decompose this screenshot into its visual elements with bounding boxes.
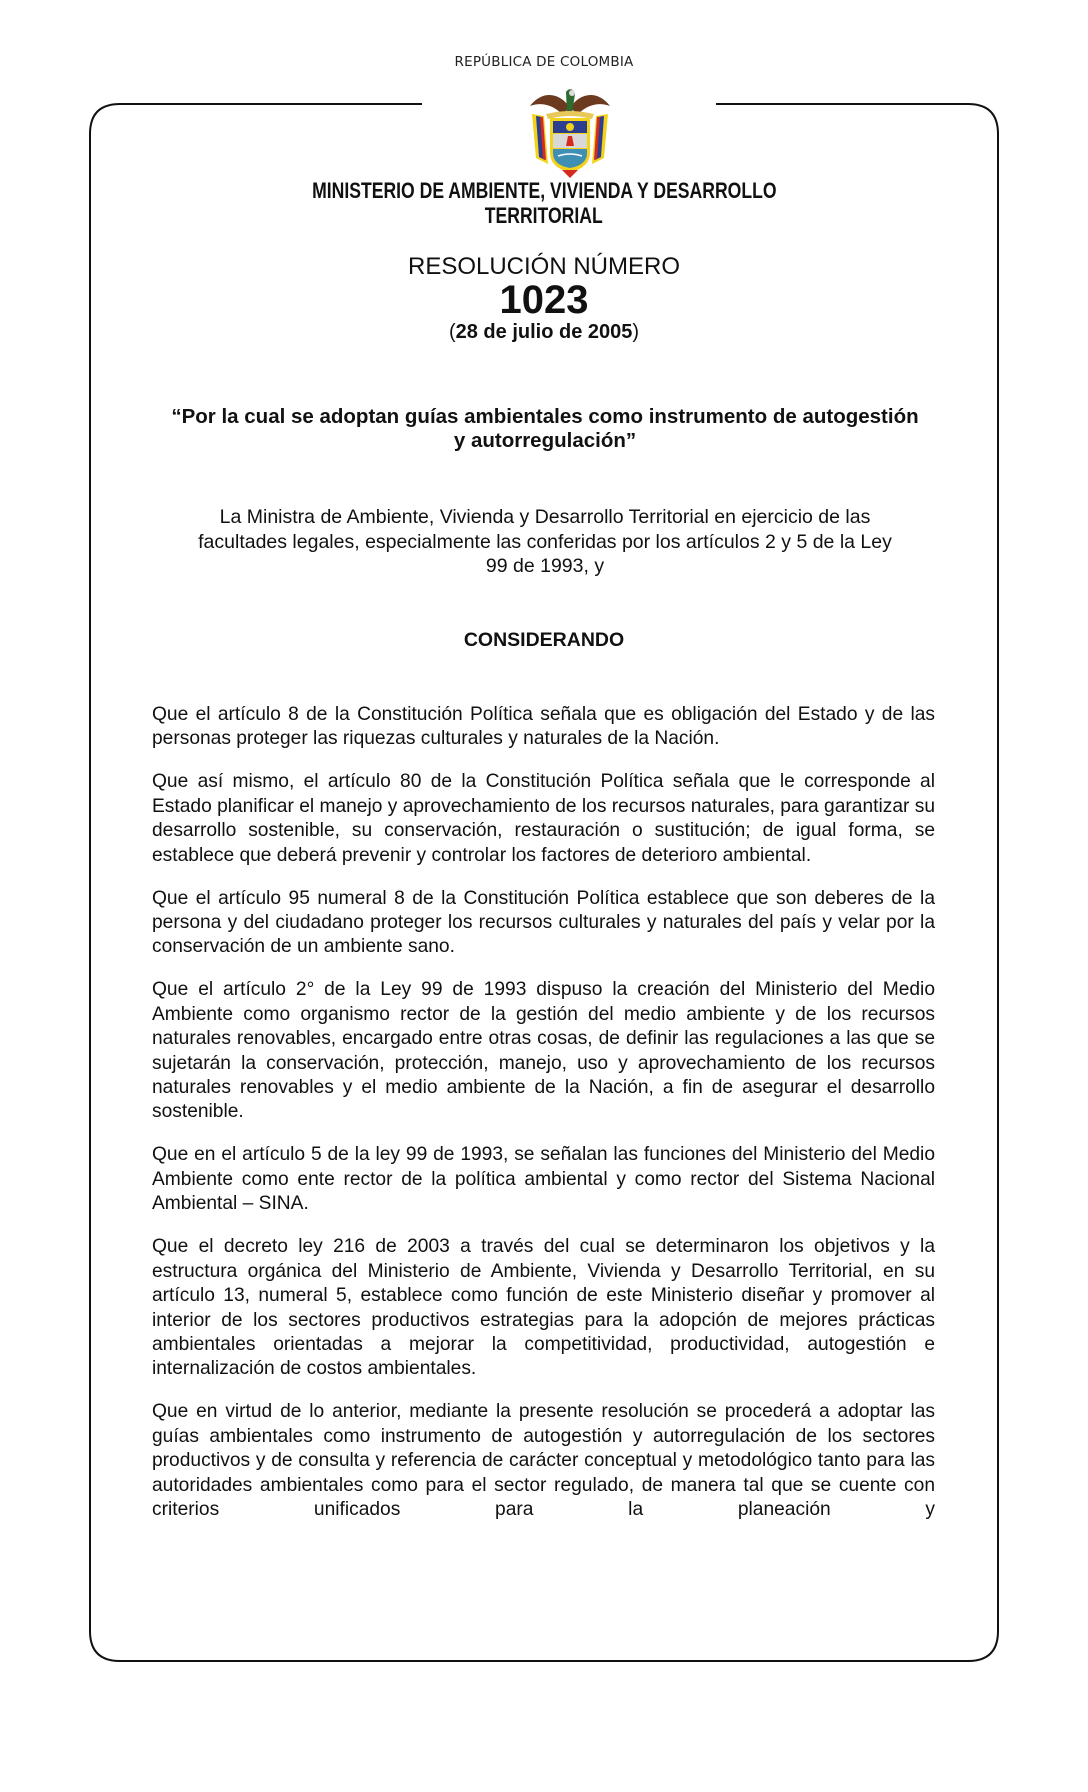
preamble-line-3: 99 de 1993, y [485,555,605,577]
paragraph: Que en virtud de lo anterior, mediante la presente resolución se procederá a adoptar las guías ambientales como instrumento de autogestión y autorregulación de los sectores productivos y de consulta y referencia de carácter conceptual y metodológico tanto para las autoridades ambientales como para el sector regulado, de manera tal que se cuente con criterios unificados para la planeación y [152,1401,935,1520]
paragraph: Que el artículo 8 de la Constitución Política señala que es obligación del Estado y de las personas proteger las riquezas culturales y naturales de la Nación. [152,704,935,750]
ministry-name-text: TERRITORIAL [484,203,603,228]
resolution-title [150,405,940,453]
ministry-name-line-1 [0,178,1088,203]
date-open-paren: ( [448,321,456,343]
paragraph: Que en el artículo 5 de la ley 99 de 1993, se señalan las funciones del Ministerio del Medio Ambiente como ente rector de la política ambiental y como rector del Sistema Nacional Ambiental – SINA. [152,1144,935,1215]
preamble-line-2: facultades legales, especialmente las conferidas por los artículos 2 y 5 de la Ley [198,530,892,553]
resolution-label: RESOLUCIÓN NÚMERO [407,253,681,280]
preamble-line-1: La Ministra de Ambiente, Vivienda y Desarrollo Territorial en ejercicio de las [219,506,871,528]
ministry-name-line-2 [0,203,1088,228]
considerando-body [152,703,935,1541]
title-line-1: “Por la cual se adoptan guías ambientales como instrumento de autogestión [171,405,919,428]
paragraph: Que el decreto ley 216 de 2003 a través del cual se determinaron los objetivos y la estructura orgánica del Ministerio de Ambiente, Vivienda y Desarrollo Territorial, en su artículo 13, numeral 5, establece como función de este Ministerio diseñar y promover al interior de los sectores productivos estrategias para la adopción de mejores prácticas ambientales orientadas a mejorar la competitividad, productividad, autogestión e internalización de costos ambientales. [152,1236,935,1380]
date-text: 28 de julio de 2005 [455,321,633,343]
paragraph: Que el artículo 95 numeral 8 de la Constitución Política establece que son deberes de la persona y del ciudadano proteger los recursos culturales y naturales del país y velar por la conservación de un ambiente sano. [152,887,935,958]
ministry-name-text: MINISTERIO DE AMBIENTE, VIVIENDA Y DESARROLLO [311,178,777,203]
considerando-heading: CONSIDERANDO [463,629,625,651]
colombia-coat-of-arms-icon [522,86,618,178]
resolution-date [0,319,1088,345]
paragraph: Que el artículo 2° de la Ley 99 de 1993 dispuso la creación del Ministerio del Medio Ambiente como organismo rector de la gestión del medio ambiente y de los recursos naturales renovables, encargado entre otras cosas, de definir las regulaciones a las que se sujetarán la conservación, protección, manejo, uso y aprovechamiento de los recursos naturales renovables y el medio ambiente de la Nación, a fin de asegurar el desarrollo sostenible. [152,979,935,1123]
resolution-number: 1023 [499,278,589,322]
date-close-paren: ) [632,321,640,343]
preamble [150,505,940,579]
title-line-2: y autorregulación” [453,429,637,452]
paragraph: Que así mismo, el artículo 80 de la Constitución Política señala que le corresponde al Estado planificar el manejo y aprovechamiento de los recursos naturales, para garantizar su desarrollo sostenible, su conservación, restauración o sustitución; de igual forma, se establece que deberá prevenir y controlar los factores de deterioro ambiental. [152,771,935,866]
country-header: REPÚBLICA DE COLOMBIA [454,54,634,70]
